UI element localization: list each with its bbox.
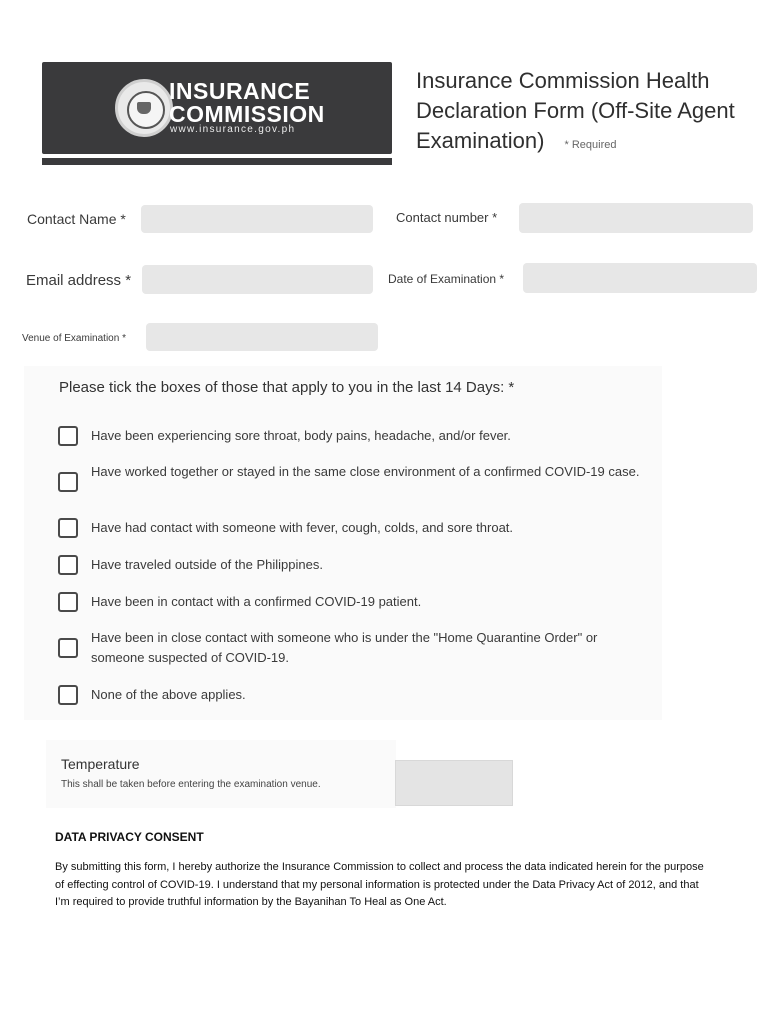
temperature-note: This shall be taken before entering the examination venue.	[61, 779, 321, 790]
checkbox[interactable]	[58, 592, 78, 612]
checkbox[interactable]	[58, 426, 78, 446]
option-label: Have been in close contact with someone who is under the "Home Quarantine Order" or someone suspected of COVID-19.	[91, 630, 598, 665]
email-label: Email address *	[26, 272, 132, 289]
venue-label: Venue of Examination *	[22, 333, 126, 344]
form-title-text: Insurance Commission Health Declaration Form (Off-Site Agent Examination)	[416, 68, 735, 153]
option-label: None of the above applies.	[91, 687, 246, 702]
checkbox[interactable]	[58, 518, 78, 538]
consent-title: DATA PRIVACY CONSENT	[55, 830, 204, 844]
form-title	[416, 66, 756, 160]
checklist-option[interactable]	[58, 518, 648, 540]
header-banner	[42, 62, 392, 154]
checkbox[interactable]	[58, 555, 78, 575]
checklist-option[interactable]	[58, 555, 648, 577]
option-label: Have been experiencing sore throat, body pains, headache, and/or fever.	[91, 428, 511, 443]
contact-name-label: Contact Name *	[27, 211, 126, 227]
temperature-block	[46, 740, 396, 808]
checkbox[interactable]	[58, 472, 78, 492]
brand-name-line2: COMMISSION	[169, 101, 325, 127]
insurance-commission-seal-icon	[115, 79, 173, 137]
temperature-input[interactable]	[395, 760, 513, 806]
option-label: Have worked together or stayed in the same close environment of a confirmed COVID-19 case.	[91, 464, 640, 479]
checkbox[interactable]	[58, 638, 78, 658]
symptoms-checklist	[24, 366, 662, 720]
checklist-option[interactable]	[58, 426, 648, 448]
checkbox[interactable]	[58, 685, 78, 705]
required-note: * Required	[564, 139, 617, 151]
checklist-option[interactable]	[58, 462, 648, 502]
contact-number-input[interactable]	[519, 203, 753, 233]
exam-date-input[interactable]	[523, 263, 757, 293]
consent-text: By submitting this form, I hereby authorize the Insurance Commission to collect and process the data indicated herein for the purpose of effecting control of COVID-19. I understand that my personal information is protected under the Data Privacy Act of 2012, and that I’m required to provide truthful information by the Bayanihan To Heal as One Act.	[55, 861, 704, 908]
venue-input[interactable]	[146, 323, 378, 351]
contact-name-input[interactable]	[141, 205, 373, 233]
brand-name-line1: INSURANCE	[169, 78, 311, 104]
contact-number-label: Contact number *	[396, 210, 498, 225]
checklist-question: Please tick the boxes of those that apply to you in the last 14 Days: *	[59, 379, 515, 396]
checklist-option[interactable]	[58, 592, 648, 614]
exam-date-label: Date of Examination *	[388, 272, 505, 286]
temperature-title: Temperature	[61, 756, 140, 772]
option-label: Have been in contact with a confirmed COVID-19 patient.	[91, 594, 422, 609]
checklist-option[interactable]	[58, 685, 648, 707]
email-input[interactable]	[142, 265, 373, 294]
checklist-option[interactable]	[58, 628, 648, 668]
brand-url: www.insurance.gov.ph	[170, 124, 296, 135]
option-label: Have traveled outside of the Philippines.	[91, 557, 323, 572]
option-label: Have had contact with someone with fever, cough, colds, and sore throat.	[91, 520, 514, 535]
banner-underline	[42, 158, 392, 165]
